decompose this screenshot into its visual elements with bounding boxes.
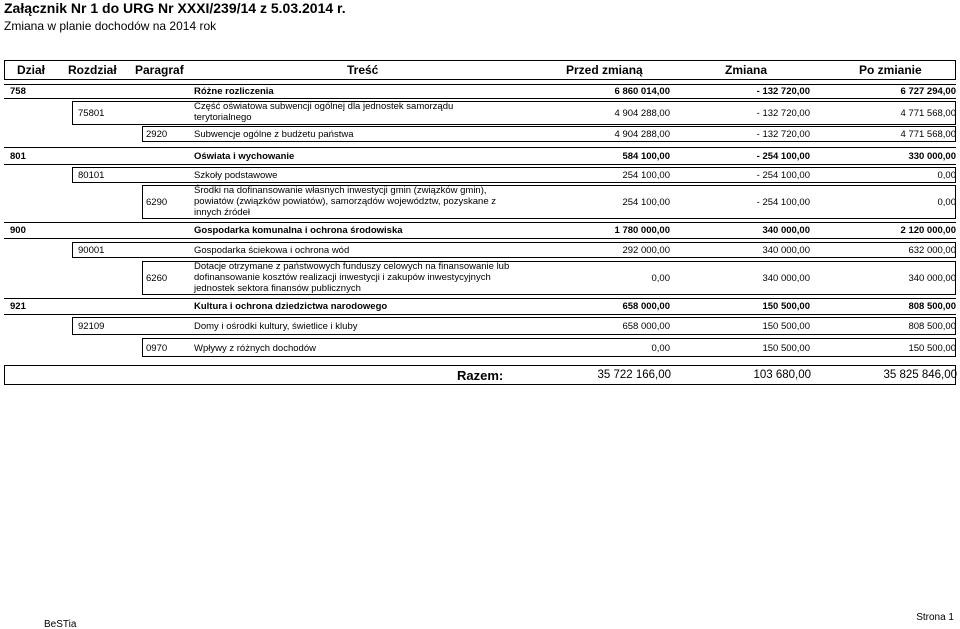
value-zmiana: - 132 720,00 (756, 108, 810, 119)
header-przed: Przed zmianą (566, 63, 643, 77)
total-row (4, 365, 956, 385)
total-przed: 35 722 166,00 (597, 369, 671, 381)
paragraf-code: 0970 (146, 343, 168, 354)
value-przed: 0,00 (651, 343, 670, 354)
divider (4, 84, 956, 85)
value-po: 632 000,00 (908, 245, 956, 256)
header-paragraf: Paragraf (135, 63, 184, 77)
row-description: Gospodarka komunalna i ochrona środowiska (194, 225, 403, 236)
value-przed: 292 000,00 (622, 245, 670, 256)
value-zmiana: 150 500,00 (762, 343, 810, 354)
value-zmiana: 340 000,00 (762, 225, 810, 236)
value-po: 808 500,00 (908, 321, 956, 332)
header-dzial: Dział (17, 63, 46, 77)
value-przed: 1 780 000,00 (614, 225, 670, 236)
value-przed: 0,00 (651, 273, 670, 284)
value-zmiana: - 132 720,00 (756, 129, 810, 140)
row-description: Subwencje ogólne z budżetu państwa (194, 129, 354, 140)
header-zmiana: Zmiana (725, 63, 768, 77)
paragraf-code: 2920 (146, 129, 168, 140)
total-po: 35 825 846,00 (883, 369, 957, 381)
paragraf-code: 6290 (146, 197, 168, 208)
value-zmiana: - 254 100,00 (756, 170, 810, 181)
row-description: Część oświatowa subwencji ogólnej dla jednostek samorządu terytorialnego (194, 101, 454, 123)
divider (4, 147, 956, 148)
value-po: 4 771 568,00 (900, 129, 956, 140)
table-header (4, 60, 956, 80)
value-po: 808 500,00 (908, 301, 956, 312)
value-zmiana: - 254 100,00 (756, 151, 810, 162)
dzial-code: 900 (10, 225, 26, 236)
divider (4, 298, 956, 299)
header-rozdzial: Rozdział (68, 63, 117, 77)
divider (4, 222, 956, 223)
row-description: Wpływy z różnych dochodów (194, 343, 316, 354)
footer-brand: BeSTia (44, 619, 77, 629)
value-zmiana: 340 000,00 (762, 245, 810, 256)
value-po: 6 727 294,00 (900, 86, 956, 97)
value-po: 0,00 (937, 170, 956, 181)
total-zmiana: 103 680,00 (753, 369, 811, 381)
paragraf-code: 6260 (146, 273, 168, 284)
value-zmiana: 340 000,00 (762, 273, 810, 284)
row-description: Środki na dofinansowanie własnych inwestycji gmin (związków gmin), powiatów (związków powiatów), samorządów województw, pozyskane z innych źródeł (194, 185, 497, 218)
row-description: Kultura i ochrona dziedzictwa narodowego (194, 301, 388, 312)
value-przed: 584 100,00 (622, 151, 670, 162)
dzial-code: 758 (10, 86, 26, 97)
value-zmiana: - 132 720,00 (756, 86, 810, 97)
page-title: Załącznik Nr 1 do URG Nr XXXI/239/14 z 5.03.2014 r. (4, 0, 346, 16)
row-description: Gospodarka ściekowa i ochrona wód (194, 245, 350, 256)
rozdzial-code: 90001 (78, 245, 105, 256)
value-po: 150 500,00 (908, 343, 956, 354)
page-number: Strona 1 (916, 612, 954, 623)
row-description: Oświata i wychowanie (194, 151, 295, 162)
value-po: 0,00 (937, 197, 956, 208)
value-przed: 254 100,00 (622, 197, 670, 208)
value-po: 330 000,00 (908, 151, 956, 162)
value-przed: 6 860 014,00 (614, 86, 670, 97)
value-przed: 4 904 288,00 (614, 129, 670, 140)
rozdzial-code: 80101 (78, 170, 105, 181)
value-przed: 4 904 288,00 (614, 108, 670, 119)
dzial-code: 801 (10, 151, 26, 162)
header-tresc: Treść (347, 63, 379, 77)
value-przed: 254 100,00 (622, 170, 670, 181)
value-po: 340 000,00 (908, 273, 956, 284)
total-label: Razem: (457, 368, 504, 383)
header-po: Po zmianie (859, 63, 922, 77)
row-description: Różne rozliczenia (194, 86, 274, 97)
row-description: Szkoły podstawowe (194, 170, 278, 181)
dzial-code: 921 (10, 301, 26, 312)
value-po: 2 120 000,00 (900, 225, 956, 236)
page-subtitle: Zmiana w planie dochodów na 2014 rok (4, 19, 217, 33)
rozdzial-code: 92109 (78, 321, 105, 332)
value-przed: 658 000,00 (622, 301, 670, 312)
value-zmiana: 150 500,00 (762, 301, 810, 312)
value-przed: 658 000,00 (622, 321, 670, 332)
row-description: Dotacje otrzymane z państwowych funduszy celowych na finansowanie lub dofinansowanie kosztów realizacji inwestycji i zakupów inwestycyjnych jednostek sektora finansów publicznych (194, 261, 510, 294)
value-zmiana: 150 500,00 (762, 321, 810, 332)
value-po: 4 771 568,00 (900, 108, 956, 119)
divider (4, 314, 956, 315)
divider (4, 238, 956, 239)
row-description: Domy i ośrodki kultury, świetlice i kluby (194, 321, 358, 332)
value-zmiana: - 254 100,00 (756, 197, 810, 208)
divider (4, 164, 956, 165)
rozdzial-code: 75801 (78, 108, 105, 119)
divider (4, 98, 956, 99)
